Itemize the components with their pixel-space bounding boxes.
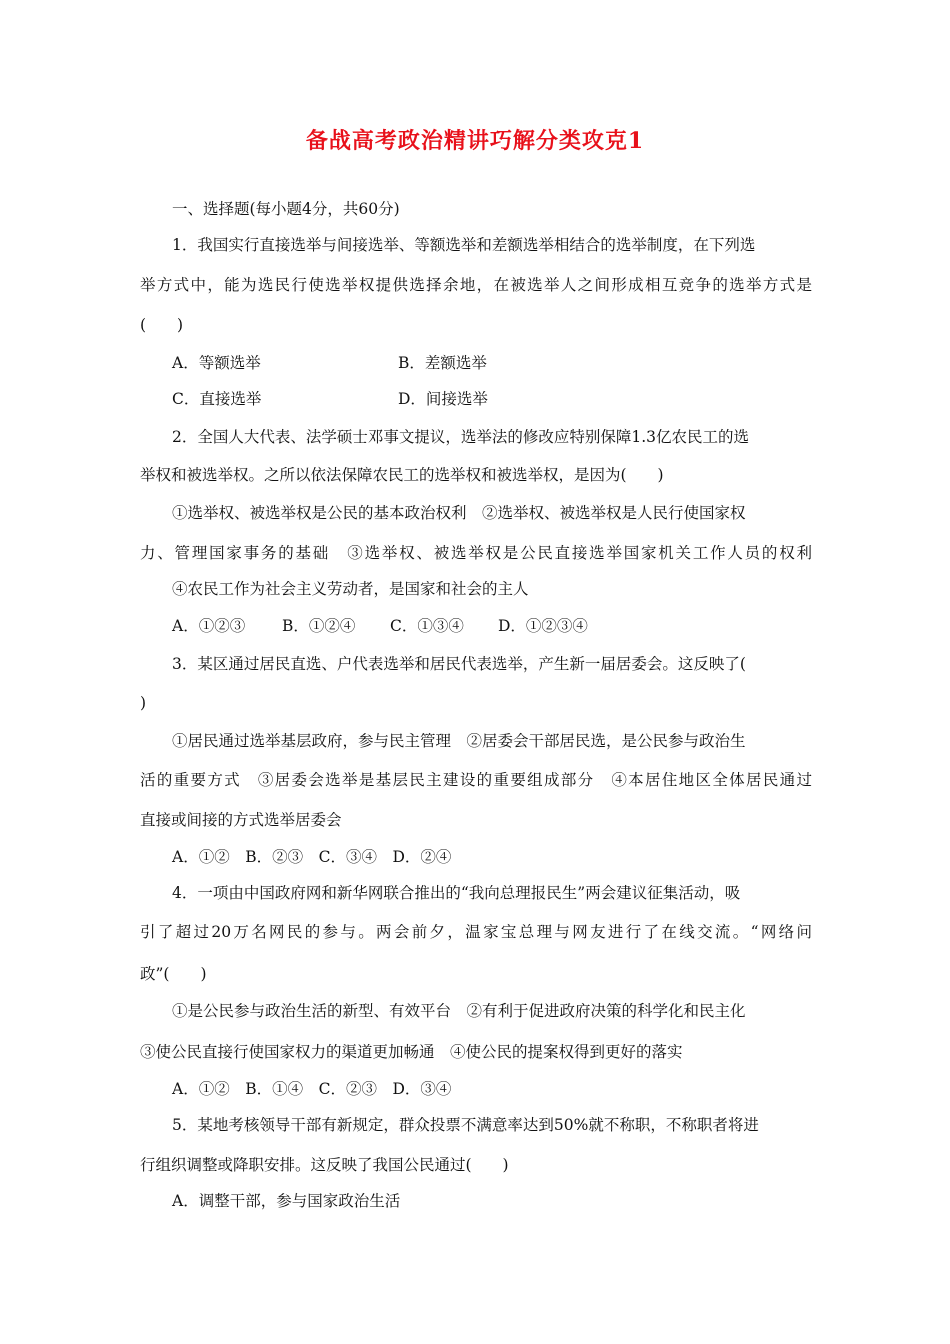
q2-option-b: B．①②④ [282, 617, 356, 635]
q3-stem-line1: 3．某区通过居民直选、户代表选举和居民代表选举，产生新一届居委会。这反映了( [172, 655, 746, 673]
q2-option-c: C．①③④ [390, 617, 464, 635]
q1-option-d: D．间接选举 [398, 390, 488, 408]
section-heading: 一、选择题(每小题4分，共60分) [172, 200, 400, 218]
q2-option-a: A．①②③ [172, 617, 246, 635]
q4-stem-line2: 引了超过20万名网民的参与。两会前夕，温家宝总理与网友进行了在线交流。“网络问 [140, 923, 812, 941]
q1-option-c: C．直接选举 [172, 390, 262, 408]
q1-option-b: B．差额选举 [398, 354, 487, 372]
q2-stem-line2: 举权和被选举权。之所以依法保障农民工的选举权和被选举权，是因为( ) [140, 466, 664, 484]
q1-stem-line2: 举方式中，能为选民行使选举权提供选择余地，在被选举人之间形成相互竞争的选举方式是 [140, 276, 812, 294]
q3-item-line1: ①居民通过选举基层政府，参与民主管理 ②居委会干部居民选，是公民参与政治生 [172, 732, 746, 750]
q5-stem-line1: 5．某地考核领导干部有新规定，群众投票不满意率达到50%就不称职，不称职者将进 [172, 1116, 759, 1134]
q4-item-line1: ①是公民参与政治生活的新型、有效平台 ②有利于促进政府决策的科学化和民主化 [172, 1002, 746, 1020]
q2-item-line3: ④农民工作为社会主义劳动者，是国家和社会的主人 [172, 580, 529, 598]
q2-stem-line1: 2．全国人大代表、法学硕士邓事文提议，选举法的修改应特别保障1.3亿农民工的选 [172, 428, 750, 446]
document-title: 备战高考政治精讲巧解分类攻克1 [305, 128, 645, 154]
q5-stem-line2: 行组织调整或降职安排。这反映了我国公民通过( ) [140, 1156, 509, 1174]
q2-item-line1: ①选举权、被选举权是公民的基本政治权利 ②选举权、被选举权是人民行使国家权 [172, 504, 746, 522]
q3-item-line3: 直接或间接的方式选举居委会 [140, 811, 342, 829]
q4-options: A．①② B．①④ C．②③ D．③④ [172, 1080, 452, 1098]
q3-options: A．①② B．②③ C．③④ D．②④ [172, 848, 452, 866]
q3-stem-line2: ) [140, 694, 147, 712]
q1-stem-line3: ( ) [140, 316, 184, 334]
q5-option-a: A．调整干部，参与国家政治生活 [172, 1192, 401, 1210]
q4-stem-line3: 政”( ) [140, 965, 207, 983]
q2-item-line2: 力、管理国家事务的基础 ③选举权、被选举权是公民直接选举国家机关工作人员的权利 [140, 544, 812, 562]
q4-stem-line1: 4．一项由中国政府网和新华网联合推出的“我向总理报民生”两会建议征集活动，吸 [172, 884, 741, 902]
q2-option-d: D．①②③④ [498, 617, 588, 635]
q3-item-line2: 活的重要方式 ③居委会选举是基层民主建设的重要组成部分 ④本居住地区全体居民通过 [140, 771, 812, 789]
q1-option-a: A．等额选举 [172, 354, 261, 372]
q4-item-line2: ③使公民直接行使国家权力的渠道更加畅通 ④使公民的提案权得到更好的落实 [140, 1043, 683, 1061]
q1-stem-line1: 1．我国实行直接选举与间接选举、等额选举和差额选举相结合的选举制度，在下列选 [172, 236, 756, 254]
